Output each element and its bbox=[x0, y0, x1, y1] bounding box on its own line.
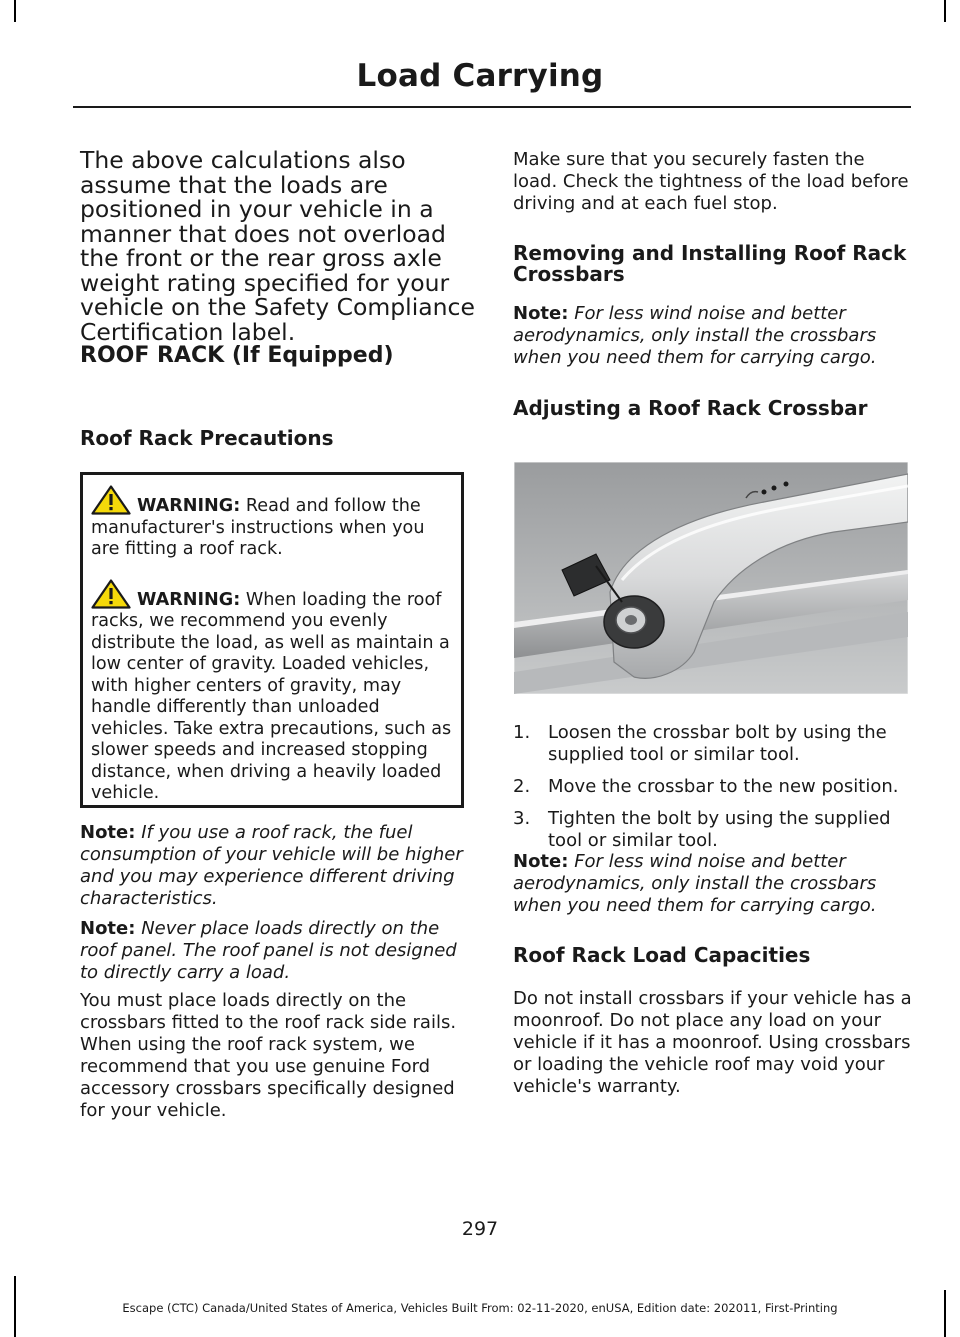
note-wind-noise-2 bbox=[513, 851, 913, 917]
step-item bbox=[513, 722, 913, 766]
warning-box bbox=[80, 472, 464, 808]
adjusting-title: Adjusting a Roof Rack Crossbar bbox=[513, 396, 868, 420]
note-label: Note: bbox=[513, 851, 569, 872]
intro-paragraph: The above calculations also assume that the loads are positioned in your vehicle in a manner that does not overload the front or the rear gross axle weight rating specified for your vehicle on the Safety Compliance Certification label. bbox=[80, 146, 475, 346]
crop-mark-top-right bbox=[944, 0, 946, 22]
note-wind-noise-1 bbox=[513, 303, 913, 369]
note-label: Note: bbox=[80, 822, 136, 843]
closing-paragraph: You must place loads directly on the crossbars fitted to the roof rack side rails. When using the roof rack system, we recommend that you use genuine Ford accessory crossbars specifically designed for your vehicle. bbox=[80, 990, 457, 1121]
crossbar-illustration bbox=[514, 462, 908, 694]
note-label: Note: bbox=[80, 918, 136, 939]
step-number: 1. bbox=[513, 722, 531, 743]
warning-triangle-icon bbox=[91, 485, 131, 515]
chapter-title: Load Carrying bbox=[356, 58, 604, 94]
warning-label: WARNING: bbox=[137, 589, 241, 610]
removing-title: Removing and Installing Roof Rack Crossbars bbox=[513, 241, 907, 286]
subsection-title: Roof Rack Precautions bbox=[80, 426, 334, 450]
warning-2 bbox=[91, 579, 455, 805]
step-text: Loosen the crossbar bolt by using the supplied tool or similar tool. bbox=[548, 722, 887, 765]
fasten-paragraph: Make sure that you securely fasten the load. Check the tightness of the load before driving and at each fuel stop. bbox=[513, 149, 909, 214]
warning-label: WARNING: bbox=[137, 496, 241, 516]
step-number: 3. bbox=[513, 808, 531, 829]
edition-footer: Escape (CTC) Canada/United States of America, Vehicles Built From: 02-11-2020, enUSA, Edition date: 202011, First-Printing bbox=[122, 1301, 838, 1315]
note-text: For less wind noise and better aerodynamics, only install the crossbars when you need them for carrying cargo. bbox=[513, 303, 877, 368]
step-item bbox=[513, 808, 913, 852]
step-number: 2. bbox=[513, 776, 531, 797]
step-text: Tighten the bolt by using the supplied tool or similar tool. bbox=[548, 808, 891, 851]
note-roof-panel bbox=[80, 918, 476, 984]
note-text: Never place loads directly on the roof panel. The roof panel is not designed to directly carry a load. bbox=[80, 918, 457, 983]
note-text: If you use a roof rack, the fuel consumption of your vehicle will be higher and you may experience different driving characteristics. bbox=[80, 822, 463, 909]
page-number: 297 bbox=[461, 1218, 499, 1240]
capacities-paragraph: Do not install crossbars if your vehicle has a moonroof. Do not place any load on your vehicle if it has a moonroof. Using crossbars or loading the vehicle roof may void your vehicle's warranty. bbox=[513, 988, 912, 1097]
crop-mark-top-left bbox=[14, 0, 16, 22]
warning-1 bbox=[91, 485, 455, 561]
step-text: Move the crossbar to the new position. bbox=[548, 776, 899, 797]
adjust-steps bbox=[513, 722, 913, 862]
warning-text: Read and follow the manufacturer's instructions when you are fitting a roof rack. bbox=[91, 496, 425, 559]
note-text: For less wind noise and better aerodynamics, only install the crossbars when you need them for carrying cargo. bbox=[513, 851, 877, 916]
note-label: Note: bbox=[513, 303, 569, 324]
section-title: ROOF RACK (If Equipped) bbox=[80, 343, 394, 368]
crossbar-image bbox=[514, 462, 908, 694]
warning-text: When loading the roof racks, we recommend you evenly distribute the load, as well as maintain a low center of gravity. Loaded vehicles, with higher centers of gravity, may handle differently than unloaded vehicles. Take extra precautions, such as slower speeds and increased stopping distance, when driving a heavily loaded vehicle. bbox=[91, 589, 452, 803]
capacities-title: Roof Rack Load Capacities bbox=[513, 943, 811, 967]
note-fuel-consumption bbox=[80, 822, 476, 910]
warning-triangle-icon bbox=[91, 579, 131, 609]
header-rule bbox=[73, 106, 911, 108]
step-item bbox=[513, 776, 913, 798]
